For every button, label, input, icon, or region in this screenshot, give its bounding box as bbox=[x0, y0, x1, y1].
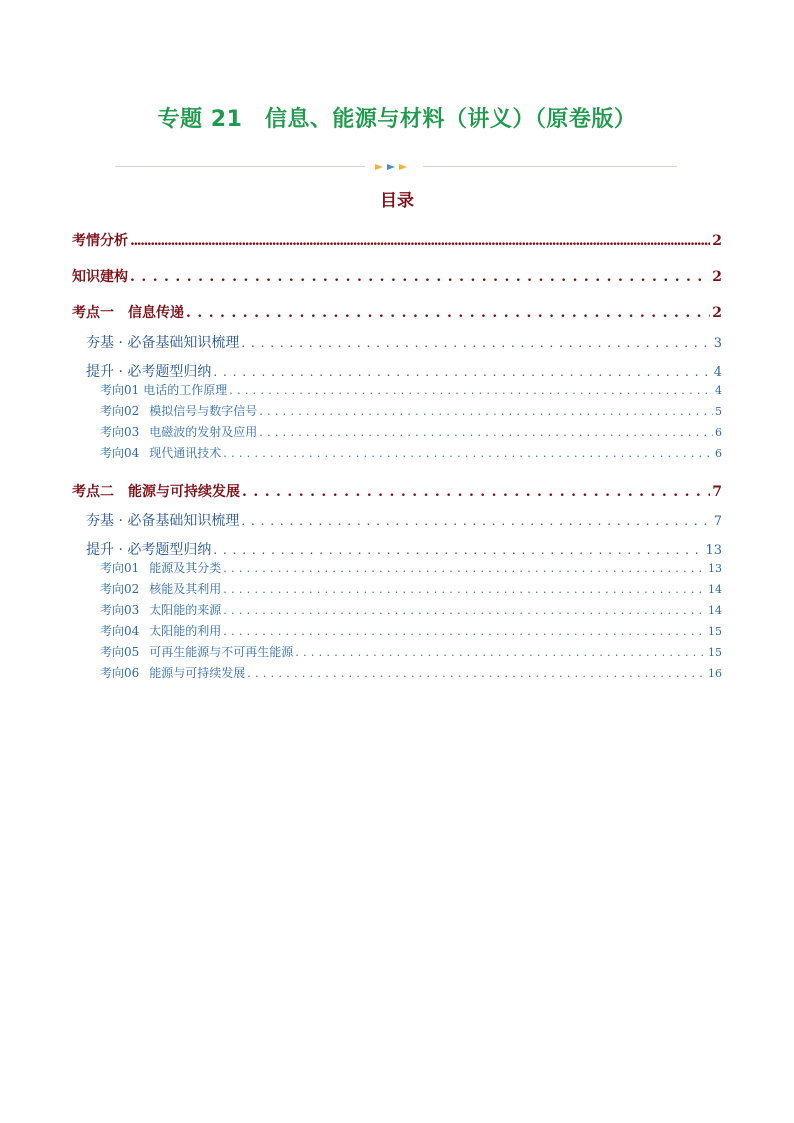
toc-leader bbox=[241, 336, 711, 350]
toc-page-number: 13 bbox=[708, 562, 722, 575]
toc-direction-code: 考向03 bbox=[100, 603, 140, 617]
toc-entry-label: 考情分析 bbox=[72, 233, 128, 249]
toc-leader bbox=[223, 604, 706, 617]
toc-entry-analysis[interactable] bbox=[72, 230, 722, 250]
toc-entry-point1-direction-1[interactable] bbox=[100, 381, 722, 398]
toc-page-number: 15 bbox=[708, 625, 722, 638]
toc-heading: 目录 bbox=[380, 191, 414, 211]
toc-leader bbox=[241, 514, 711, 528]
toc-entry-point1-improve[interactable] bbox=[86, 361, 722, 381]
toc-direction-code: 考向01 bbox=[100, 561, 140, 575]
toc-leader bbox=[223, 583, 706, 596]
toc-entry-point1-direction-3[interactable] bbox=[100, 423, 722, 440]
toc-entry-label: 核能及其利用 bbox=[149, 582, 222, 596]
toc-direction-code: 考向04 bbox=[100, 446, 140, 460]
toc-direction-code: 考向02 bbox=[100, 404, 140, 418]
toc-entry-point2-direction-3[interactable] bbox=[100, 601, 722, 618]
title-divider bbox=[115, 160, 677, 174]
divider-arrows-icon bbox=[373, 161, 417, 173]
toc-page-number: 2 bbox=[712, 305, 722, 321]
toc-page-number: 4 bbox=[715, 384, 722, 397]
toc-entry-label: 知识建构 bbox=[72, 269, 128, 285]
toc-entry-point2-direction-6[interactable] bbox=[100, 664, 722, 681]
toc-direction-code: 考向06 bbox=[100, 666, 140, 680]
toc-entry-point2-direction-4[interactable] bbox=[100, 622, 722, 639]
toc-page-number: 14 bbox=[708, 604, 722, 617]
toc-leader bbox=[130, 269, 710, 285]
toc-page-number: 3 bbox=[713, 336, 722, 351]
toc-entry-label: 考点一 信息传递 bbox=[72, 305, 184, 321]
toc-page-number: 4 bbox=[713, 365, 722, 380]
toc-leader bbox=[186, 305, 710, 321]
toc-page-number: 2 bbox=[712, 269, 722, 285]
toc-leader bbox=[223, 562, 706, 575]
toc-page-number: 6 bbox=[715, 426, 722, 439]
toc-entry-point2-direction-2[interactable] bbox=[100, 580, 722, 597]
toc-entry-label: 可再生能源与不可再生能源 bbox=[149, 645, 294, 659]
toc-entry-point2-direction-5[interactable] bbox=[100, 643, 722, 660]
toc-page-number: 7 bbox=[712, 484, 722, 500]
toc-entry-label: 太阳能的来源 bbox=[149, 603, 222, 617]
toc-entry-label: 模拟信号与数字信号 bbox=[149, 404, 258, 418]
toc-entry-label: 能源及其分类 bbox=[149, 561, 222, 575]
toc-direction-code: 考向04 bbox=[100, 624, 140, 638]
toc-page-number: 14 bbox=[708, 583, 722, 596]
toc-leader bbox=[259, 426, 713, 439]
toc-direction-code: 考向02 bbox=[100, 582, 140, 596]
toc-entry-label: 电磁波的发射及应用 bbox=[149, 425, 258, 439]
toc-entry-label: 夯基 · 必备基础知识梳理 bbox=[86, 513, 240, 529]
toc-entry-point1-direction-4[interactable] bbox=[100, 444, 722, 461]
toc-page-number: 7 bbox=[713, 514, 722, 529]
divider-line-right bbox=[423, 166, 677, 167]
toc-page-number: 6 bbox=[715, 447, 722, 460]
toc-entry-point2-basics[interactable] bbox=[86, 510, 722, 530]
toc-leader bbox=[223, 447, 713, 460]
toc-entry-knowledge[interactable] bbox=[72, 266, 722, 286]
toc-direction-code: 考向05 bbox=[100, 645, 140, 659]
toc-entry-label: 太阳能的利用 bbox=[149, 624, 222, 638]
divider-line-left bbox=[115, 166, 365, 167]
toc-leader bbox=[242, 484, 710, 500]
toc-leader bbox=[130, 233, 710, 249]
toc-entry-label: 提升 · 必考题型归纳 bbox=[86, 364, 212, 380]
toc-entry-point1[interactable] bbox=[72, 302, 722, 322]
toc-leader bbox=[259, 405, 713, 418]
toc-leader bbox=[247, 667, 706, 680]
toc-direction-code: 考向03 bbox=[100, 425, 140, 439]
toc-entry-label: 现代通讯技术 bbox=[149, 446, 222, 460]
toc-page-number: 5 bbox=[715, 405, 722, 418]
toc-leader bbox=[213, 543, 703, 557]
toc-entry-label: 电话的工作原理 bbox=[143, 383, 228, 397]
toc-page-number: 13 bbox=[705, 543, 722, 558]
toc-page-number: 2 bbox=[712, 233, 722, 249]
toc-page-number: 15 bbox=[708, 646, 722, 659]
toc-entry-label: 提升 · 必考题型归纳 bbox=[86, 542, 212, 558]
toc-entry-point2[interactable] bbox=[72, 481, 722, 501]
toc-direction-code: 考向01 bbox=[100, 383, 140, 397]
toc-entry-point2-improve[interactable] bbox=[86, 539, 722, 559]
toc-entry-label: 夯基 · 必备基础知识梳理 bbox=[86, 335, 240, 351]
toc-entry-point1-direction-2[interactable] bbox=[100, 402, 722, 419]
toc-leader bbox=[213, 365, 711, 379]
toc-page-number: 16 bbox=[708, 667, 722, 680]
toc-entry-point2-direction-1[interactable] bbox=[100, 559, 722, 576]
document-title: 专题 21 信息、能源与材料（讲义）（原卷版） bbox=[157, 107, 637, 132]
toc-entry-point1-basics[interactable] bbox=[86, 332, 722, 352]
toc-entry-label: 能源与可持续发展 bbox=[149, 666, 246, 680]
toc-leader bbox=[229, 384, 713, 397]
toc-leader bbox=[295, 646, 706, 659]
toc-leader bbox=[223, 625, 706, 638]
toc-entry-label: 考点二 能源与可持续发展 bbox=[72, 484, 240, 500]
